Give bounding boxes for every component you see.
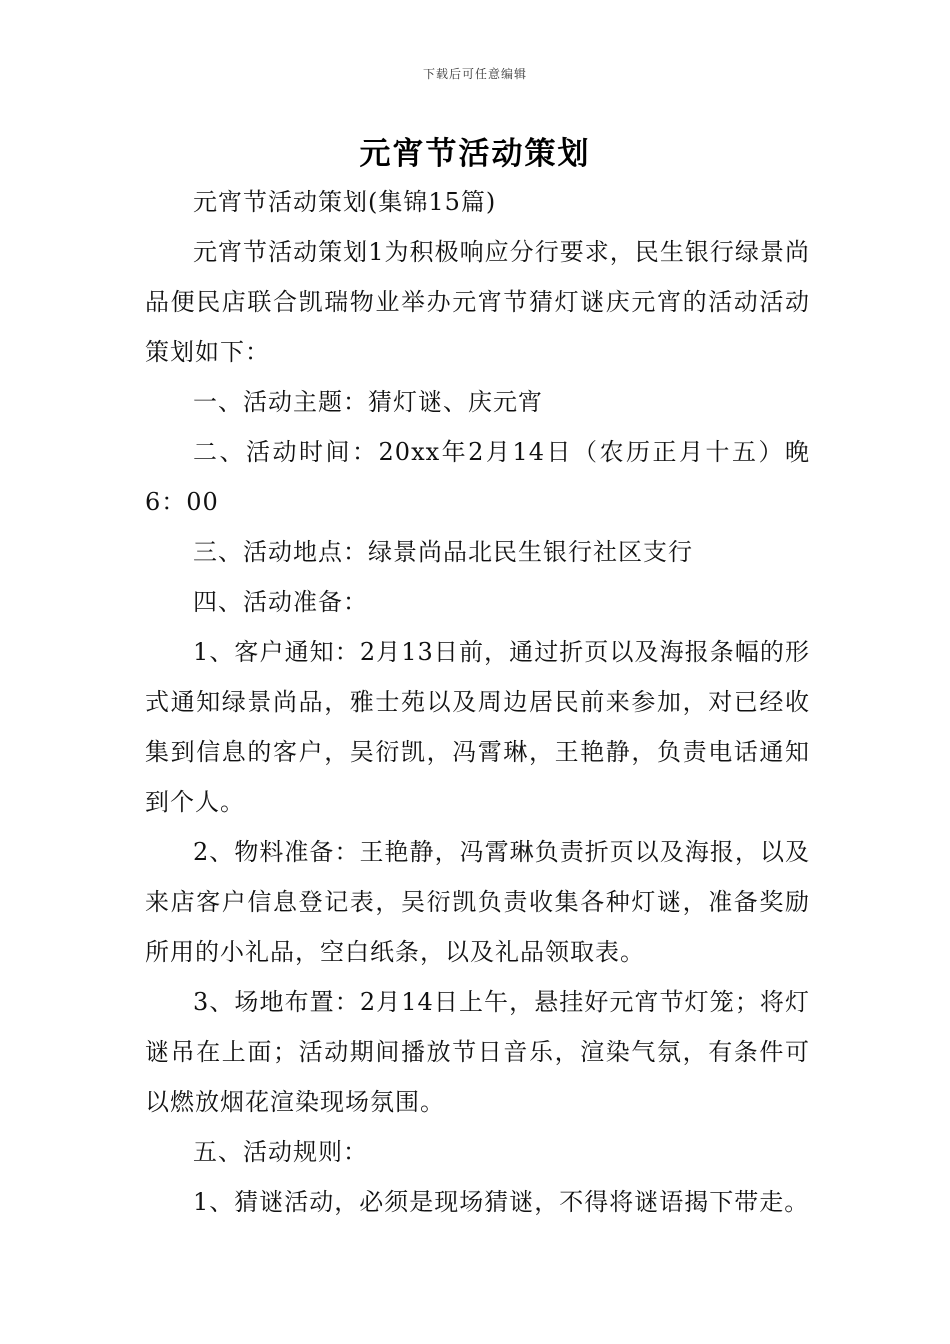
document-body (145, 177, 810, 1227)
paragraph-rules-heading: 五、活动规则： (193, 1138, 368, 1166)
paragraph-intro: 元宵节活动策划1为积极响应分行要求，民生银行绿景尚品便民店联合凯瑞物业举办元宵节猜灯谜庆元宵的活动活动策划如下： (145, 238, 810, 366)
page-header-note: 下载后可任意编辑 (422, 67, 527, 81)
paragraph-theme: 一、活动主题：猜灯谜、庆元宵 (193, 388, 543, 416)
paragraph-materials: 2、物料准备：王艳静，冯霄琳负责折页以及海报，以及来店客户信息登记表，吴衍凯负责收集各种灯谜，准备奖励所用的小礼品，空白纸条，以及礼品领取表。 (145, 838, 810, 966)
paragraph-customer-notice: 1、客户通知：2月13日前，通过折页以及海报条幅的形式通知绿景尚品，雅士苑以及周边居民前来参加，对已经收集到信息的客户，吴衍凯，冯霄琳，王艳静，负责电话通知到个人。 (145, 638, 810, 816)
paragraph-venue-setup: 3、场地布置：2月14日上午，悬挂好元宵节灯笼；将灯谜吊在上面；活动期间播放节日音乐，渲染气氛，有条件可以燃放烟花渲染现场氛围。 (145, 988, 810, 1116)
paragraph-preparation-heading: 四、活动准备： (193, 588, 368, 616)
paragraph-rule-1: 1、猜谜活动，必须是现场猜谜，不得将谜语揭下带走。 (193, 1188, 810, 1216)
paragraph-subtitle: 元宵节活动策划(集锦15篇) (193, 188, 497, 216)
paragraph-location: 三、活动地点：绿景尚品北民生银行社区支行 (193, 538, 693, 566)
document-title: 元宵节活动策划 (359, 136, 591, 172)
paragraph-time: 二、活动时间：20xx年2月14日（农历正月十五）晚6：00 (145, 438, 810, 516)
